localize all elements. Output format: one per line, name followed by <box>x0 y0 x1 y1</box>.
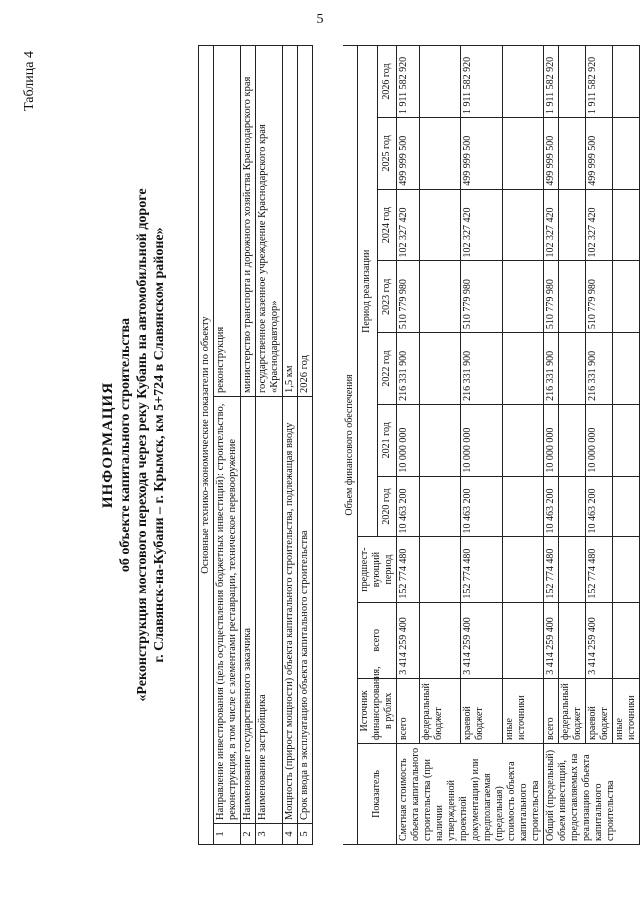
fin-value <box>419 189 460 261</box>
fin-value: 10 000 000 <box>586 404 613 476</box>
fin-value <box>613 476 640 537</box>
fin-value <box>419 118 460 190</box>
tech-row <box>298 46 313 845</box>
fin-value <box>613 46 640 118</box>
heading-title: ИНФОРМАЦИЯ <box>100 381 116 509</box>
fin-value: 3 414 259 400 <box>397 602 420 678</box>
fin-value <box>613 118 640 190</box>
tech-row-label: Наименование застройщика <box>256 397 283 824</box>
tech-row-number: 4 <box>283 824 298 845</box>
fin-value: 216 331 900 <box>544 333 559 405</box>
fin-value: 216 331 900 <box>461 333 502 405</box>
fin-value <box>502 602 543 678</box>
fin-value: 102 327 420 <box>544 189 559 261</box>
heading-subtitle: об объекте капитального строительства <box>118 317 133 573</box>
fin-value <box>502 46 543 118</box>
fin-value: 510 779 980 <box>586 261 613 333</box>
fin-header-total: всего <box>358 602 397 678</box>
tech-row-number: 2 <box>241 824 256 845</box>
fin-value: 10 000 000 <box>544 404 559 476</box>
heading-object-location: г. Славянск-на-Кубани – г. Крымск, км 5+724 в Славянском районе» <box>152 227 167 663</box>
tech-indicators-table <box>198 45 313 845</box>
fin-header-prev: предшест-вующий период <box>358 537 397 602</box>
fin-value <box>559 537 586 602</box>
fin-value: 10 000 000 <box>397 404 420 476</box>
fin-header-year: 2020 год <box>377 476 397 537</box>
tech-row <box>256 46 283 845</box>
fin-value <box>613 189 640 261</box>
fin-value <box>559 189 586 261</box>
fin-header-year: 2024 год <box>377 189 397 261</box>
tech-row-label: Мощность (прирост мощности) объекта капитального строительства, подлежащая вводу <box>283 397 298 824</box>
fin-value: 152 774 480 <box>397 537 420 602</box>
fin-value: 499 999 500 <box>461 118 502 190</box>
fin-value: 216 331 900 <box>397 333 420 405</box>
fin-value <box>419 46 460 118</box>
fin-source: всего <box>397 678 420 743</box>
tech-row <box>214 46 241 845</box>
fin-source: федеральный бюджет <box>419 678 460 743</box>
fin-value: 1 911 582 920 <box>586 46 613 118</box>
fin-value: 10 463 200 <box>544 476 559 537</box>
fin-source: иные источники <box>502 678 543 743</box>
fin-value: 1 911 582 920 <box>544 46 559 118</box>
fin-row <box>613 46 640 845</box>
fin-value <box>559 404 586 476</box>
fin-value <box>419 333 460 405</box>
fin-source: федеральный бюджет <box>559 678 586 743</box>
fin-value: 102 327 420 <box>586 189 613 261</box>
fin-value: 152 774 480 <box>586 537 613 602</box>
fin-value <box>502 537 543 602</box>
fin-header-source: Источник финансирования, в рублях <box>358 678 397 743</box>
fin-value <box>419 537 460 602</box>
fin-header-year: 2025 год <box>377 118 397 190</box>
fin-row <box>397 46 420 845</box>
tech-row-label: Наименование государственного заказчика <box>241 397 256 824</box>
fin-row <box>559 46 586 845</box>
fin-source: краевой бюджет <box>461 678 502 743</box>
fin-value <box>613 602 640 678</box>
fin-row <box>502 46 543 845</box>
tech-row-number: 1 <box>214 824 241 845</box>
fin-row <box>586 46 613 845</box>
tech-row-value: реконструкция <box>214 46 241 397</box>
fin-value <box>502 189 543 261</box>
fin-value <box>419 404 460 476</box>
fin-value <box>559 261 586 333</box>
page-number: 5 <box>316 12 324 27</box>
fin-value <box>613 261 640 333</box>
tech-row <box>283 46 298 845</box>
fin-value: 216 331 900 <box>586 333 613 405</box>
fin-value: 10 000 000 <box>461 404 502 476</box>
fin-value <box>419 602 460 678</box>
fin-value: 152 774 480 <box>544 537 559 602</box>
document-heading <box>100 45 168 845</box>
fin-source: всего <box>544 678 559 743</box>
financing-table <box>343 45 640 845</box>
tech-row-value: государственное казенное учреждение Краснодарского края «Краснодаравтодор» <box>256 46 283 397</box>
fin-value: 152 774 480 <box>461 537 502 602</box>
fin-value <box>559 46 586 118</box>
fin-value <box>502 261 543 333</box>
fin-value: 3 414 259 400 <box>461 602 502 678</box>
fin-value: 10 463 200 <box>461 476 502 537</box>
fin-value: 499 999 500 <box>397 118 420 190</box>
fin-value: 3 414 259 400 <box>586 602 613 678</box>
fin-value: 3 414 259 400 <box>544 602 559 678</box>
tech-caption: Основные технико-экономические показатели по объекту <box>199 46 214 845</box>
fin-value <box>502 118 543 190</box>
fin-value <box>559 118 586 190</box>
fin-value: 499 999 500 <box>544 118 559 190</box>
fin-header-year: 2023 год <box>377 261 397 333</box>
fin-source: краевой бюджет <box>586 678 613 743</box>
tech-row-label: Направление инвестирования (цель осуществления бюджетных инвестиций): строительство, реконструкция, в том числе с элементами реставрации, техническое перевооружение <box>214 397 241 824</box>
fin-value: 10 463 200 <box>397 476 420 537</box>
fin-value: 102 327 420 <box>397 189 420 261</box>
fin-header-year: 2026 год <box>377 46 397 118</box>
fin-value <box>502 404 543 476</box>
fin-indicator: Общий (предельный) объем инвестиций, предоставляемых на реализацию объекта капитального строительства <box>544 743 640 844</box>
fin-header-year: 2021 год <box>377 404 397 476</box>
fin-row <box>461 46 502 845</box>
fin-value: 102 327 420 <box>461 189 502 261</box>
fin-value <box>613 537 640 602</box>
table-label: Таблица 4 <box>22 51 37 111</box>
tech-row <box>241 46 256 845</box>
fin-value <box>559 602 586 678</box>
fin-caption: Объем финансового обеспечения <box>343 46 358 845</box>
heading-object-name: «Реконструкция мостового перехода через реку Кубань на автомобильной дороге <box>135 188 150 702</box>
fin-header-year: 2022 год <box>377 333 397 405</box>
fin-value: 499 999 500 <box>586 118 613 190</box>
fin-value <box>419 261 460 333</box>
fin-source: иные источники <box>613 678 640 743</box>
fin-value <box>613 333 640 405</box>
tech-row-label: Срок ввода в эксплуатацию объекта капитального строительства <box>298 397 313 824</box>
fin-value: 510 779 980 <box>461 261 502 333</box>
fin-value <box>559 333 586 405</box>
rotated-page-content <box>22 45 637 845</box>
fin-value <box>613 404 640 476</box>
fin-row <box>419 46 460 845</box>
fin-value <box>559 476 586 537</box>
tech-row-value: 2026 год <box>298 46 313 397</box>
fin-row <box>544 46 559 845</box>
fin-value <box>419 476 460 537</box>
fin-value: 510 779 980 <box>544 261 559 333</box>
fin-value <box>502 476 543 537</box>
fin-header-period: Период реализации <box>358 46 378 537</box>
tech-row-number: 5 <box>298 824 313 845</box>
tech-row-number: 3 <box>256 824 283 845</box>
tech-row-value: 1,5 км <box>283 46 298 397</box>
fin-value: 1 911 582 920 <box>461 46 502 118</box>
fin-value: 1 911 582 920 <box>397 46 420 118</box>
fin-value <box>502 333 543 405</box>
fin-value: 10 463 200 <box>586 476 613 537</box>
fin-value: 510 779 980 <box>397 261 420 333</box>
fin-indicator: Сметная стоимость объекта капитального строительства (при наличии утвержденной проектной документации) или предполагаемая (предельная) стоимость объекта капитального строительства <box>397 743 544 844</box>
tech-row-value: министерство транспорта и дорожного хозяйства Краснодарского края <box>241 46 256 397</box>
fin-header-indicator: Показатель <box>358 743 397 844</box>
